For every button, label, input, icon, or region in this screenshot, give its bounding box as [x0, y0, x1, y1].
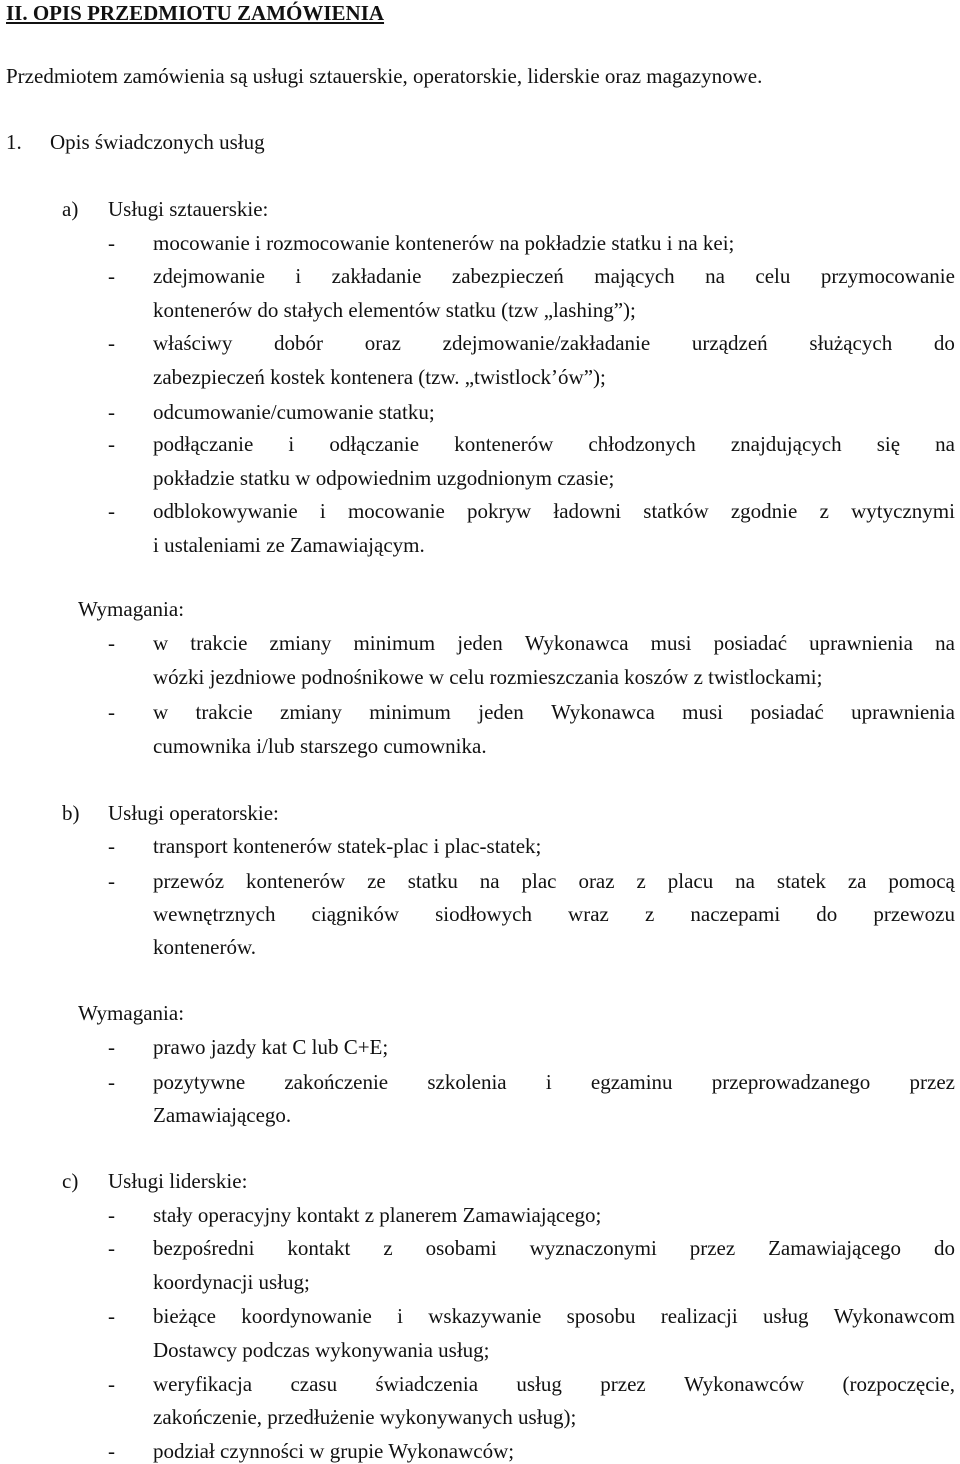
- word: na: [735, 869, 755, 893]
- list-item-text: [153, 434, 955, 455]
- word: posiadać: [713, 631, 788, 655]
- word: weryfikacja: [153, 1372, 253, 1396]
- word: znajdujących: [730, 432, 842, 456]
- word: na: [935, 631, 955, 655]
- section-number: 1.: [6, 130, 22, 154]
- word: w: [153, 631, 169, 655]
- word: mocowanie: [347, 499, 445, 523]
- list-item-dash: -: [108, 432, 115, 456]
- word: przez: [909, 1070, 955, 1094]
- list-item-text: [153, 333, 955, 354]
- word: wyznaczonymi: [529, 1236, 657, 1260]
- word: wskazywanie: [428, 1304, 542, 1328]
- list-item-text: [153, 871, 955, 892]
- list-item-text: transport kontenerów statek-plac i plac-statek;: [153, 834, 542, 858]
- word: czasu: [290, 1372, 338, 1396]
- list-item-dash: -: [108, 834, 115, 858]
- word: realizacji: [660, 1304, 738, 1328]
- word: osobami: [425, 1236, 497, 1260]
- word: usług: [516, 1372, 562, 1396]
- word: Wykonawca: [551, 700, 655, 724]
- word: jeden: [478, 700, 524, 724]
- word: na: [705, 264, 725, 288]
- list-item-text: kontenerów.: [153, 935, 257, 959]
- word: Wykonawców: [684, 1372, 805, 1396]
- word: ciągników: [311, 902, 400, 926]
- word: statków: [643, 499, 709, 523]
- word: wytycznymi: [851, 499, 955, 523]
- requirement-item-text: [153, 633, 955, 654]
- word: z: [819, 499, 829, 523]
- word: trakcie: [195, 700, 253, 724]
- list-item-text: zabezpieczeń kostek kontenera (tzw. „twistlock’ów”);: [153, 365, 606, 389]
- list-item-text: Dostawcy podczas wykonywania usług;: [153, 1338, 490, 1362]
- subsection-title: Usługi liderskie:: [108, 1169, 248, 1193]
- word: koordynowanie: [241, 1304, 372, 1328]
- list-item-text: odcumowanie/cumowanie statku;: [153, 400, 435, 424]
- word: Wykonawca: [524, 631, 629, 655]
- requirement-item-text: [153, 702, 955, 723]
- word: jeden: [457, 631, 503, 655]
- section-title: Opis świadczonych usług: [50, 130, 265, 154]
- word: statku: [407, 869, 458, 893]
- word: świadczenia: [375, 1372, 479, 1396]
- word: minimum: [353, 631, 436, 655]
- requirement-item-dash: -: [108, 700, 115, 724]
- word: z: [644, 902, 655, 926]
- word: chłodzonych: [588, 432, 696, 456]
- word: zmiany: [280, 700, 342, 724]
- word: pozytywne: [153, 1070, 246, 1094]
- word: trakcie: [190, 631, 248, 655]
- word: i: [545, 1070, 552, 1094]
- requirement-item-text: wózki jezdniowe podnośnikowe w celu rozmieszczania koszów z twistlockami;: [153, 665, 823, 689]
- list-item-dash: -: [108, 231, 115, 255]
- word: oraz: [364, 331, 401, 355]
- requirement-item-text: prawo jazdy kat C lub C+E;: [153, 1035, 389, 1059]
- word: z: [383, 1236, 393, 1260]
- word: mających: [594, 264, 675, 288]
- list-item-text: stały operacyjny kontakt z planerem Zamawiającego;: [153, 1203, 602, 1227]
- word: naczepami: [690, 902, 781, 926]
- list-item-dash: -: [108, 400, 115, 424]
- word: zmiany: [269, 631, 332, 655]
- list-item-text: [153, 1374, 955, 1395]
- word: właściwy: [153, 331, 233, 355]
- word: bieżące: [153, 1304, 216, 1328]
- list-item-dash: -: [108, 1439, 115, 1463]
- subsection-label: a): [62, 197, 79, 221]
- word: z: [636, 869, 646, 893]
- word: i: [295, 264, 302, 288]
- list-item-text: zakończenie, przedłużenie wykonywanych usług);: [153, 1405, 577, 1429]
- requirement-item-dash: -: [108, 1070, 115, 1094]
- word: zakładanie: [331, 264, 422, 288]
- word: przeprowadzanego: [711, 1070, 871, 1094]
- word: minimum: [369, 700, 451, 724]
- word: przez: [689, 1236, 736, 1260]
- word: siodłowych: [435, 902, 532, 926]
- list-item-dash: -: [108, 869, 115, 893]
- word: usług: [762, 1304, 809, 1328]
- intro-paragraph: Przedmiotem zamówienia są usługi sztauerskie, operatorskie, liderskie oraz magazynowe.: [6, 64, 763, 88]
- list-item-dash: -: [108, 1304, 115, 1328]
- list-item-text: [153, 1238, 955, 1259]
- list-item-dash: -: [108, 1203, 115, 1227]
- word: i: [319, 499, 326, 523]
- word: na: [479, 869, 500, 893]
- list-item-text: podział czynności w grupie Wykonawców;: [153, 1439, 515, 1463]
- subsection-label: c): [62, 1169, 79, 1193]
- word: odłączanie: [329, 432, 420, 456]
- word: do: [933, 1236, 955, 1260]
- word: pomocą: [888, 869, 955, 893]
- requirements-label: Wymagania:: [78, 1001, 185, 1025]
- requirement-item-dash: -: [108, 631, 115, 655]
- word: statek: [776, 869, 826, 893]
- list-item-text: mocowanie i rozmocowanie kontenerów na pokładzie statku i na kei;: [153, 231, 735, 255]
- list-item-dash: -: [108, 1236, 115, 1260]
- word: sposobu: [566, 1304, 636, 1328]
- word: wewnętrznych: [153, 902, 276, 926]
- list-item-text: [153, 1306, 955, 1327]
- requirements-label: Wymagania:: [78, 597, 185, 621]
- word: celu: [755, 264, 791, 288]
- list-item-text: koordynacji usług;: [153, 1270, 310, 1294]
- list-item-dash: -: [108, 331, 115, 355]
- word: dobór: [274, 331, 324, 355]
- word: kontenerów: [246, 869, 346, 893]
- word: musi: [682, 700, 723, 724]
- word: zgodnie: [730, 499, 798, 523]
- list-item-text: i ustaleniami ze Zamawiającym.: [153, 533, 425, 557]
- word: się: [876, 432, 901, 456]
- word: szkolenia: [427, 1070, 507, 1094]
- subsection-title: Usługi sztauerskie:: [108, 197, 269, 221]
- list-item-dash: -: [108, 264, 115, 288]
- word: przewozu: [873, 902, 955, 926]
- word: w: [153, 700, 169, 724]
- word: na: [935, 432, 955, 456]
- word: zdejmowanie: [153, 264, 265, 288]
- list-item-dash: -: [108, 499, 115, 523]
- word: ze: [367, 869, 386, 893]
- word: i: [288, 432, 295, 456]
- list-item-text: pokładzie statku w odpowiednim uzgodnionym czasie;: [153, 466, 615, 490]
- word: zakończenie: [284, 1070, 389, 1094]
- word: bezpośredni: [153, 1236, 255, 1260]
- word: kontakt: [287, 1236, 351, 1260]
- list-item-dash: -: [108, 1372, 115, 1396]
- subsection-label: b): [62, 801, 80, 825]
- word: pokryw: [467, 499, 532, 523]
- list-item-text: [153, 501, 955, 522]
- requirement-item-dash: -: [108, 1035, 115, 1059]
- requirement-item-text: Zamawiającego.: [153, 1103, 292, 1127]
- word: przymocowanie: [820, 264, 955, 288]
- section-heading: II. OPIS PRZEDMIOTU ZAMÓWIENIA: [6, 1, 385, 25]
- list-item-text: [153, 904, 955, 925]
- requirement-item-text: cumownika i/lub starszego cumownika.: [153, 734, 487, 758]
- word: Zamawiającego: [768, 1236, 902, 1260]
- word: musi: [650, 631, 692, 655]
- word: egzaminu: [590, 1070, 673, 1094]
- word: ładowni: [553, 499, 622, 523]
- subsection-title: Usługi operatorskie:: [108, 801, 279, 825]
- requirement-item-text: [153, 1072, 955, 1093]
- list-item-text: kontenerów do stałych elementów statku (tzw „lashing”);: [153, 298, 636, 322]
- word: wraz: [568, 902, 609, 926]
- word: posiadać: [750, 700, 824, 724]
- word: przewóz: [153, 869, 225, 893]
- word: (rozpoczęcie,: [842, 1372, 955, 1396]
- word: urządzeń: [691, 331, 768, 355]
- word: Wykonawcom: [833, 1304, 955, 1328]
- word: kontenerów: [454, 432, 554, 456]
- word: zdejmowanie/zakładanie: [442, 331, 651, 355]
- list-item-text: [153, 266, 955, 287]
- word: oraz: [578, 869, 615, 893]
- word: służących: [809, 331, 893, 355]
- word: i: [397, 1304, 403, 1328]
- word: za: [847, 869, 867, 893]
- word: plac: [521, 869, 557, 893]
- word: odblokowywanie: [153, 499, 298, 523]
- word: do: [933, 331, 955, 355]
- word: podłączanie: [153, 432, 254, 456]
- word: uprawnienia: [809, 631, 913, 655]
- word: placu: [667, 869, 714, 893]
- word: uprawnienia: [851, 700, 955, 724]
- word: zabezpieczeń: [451, 264, 564, 288]
- word: do: [816, 902, 838, 926]
- word: przez: [600, 1372, 646, 1396]
